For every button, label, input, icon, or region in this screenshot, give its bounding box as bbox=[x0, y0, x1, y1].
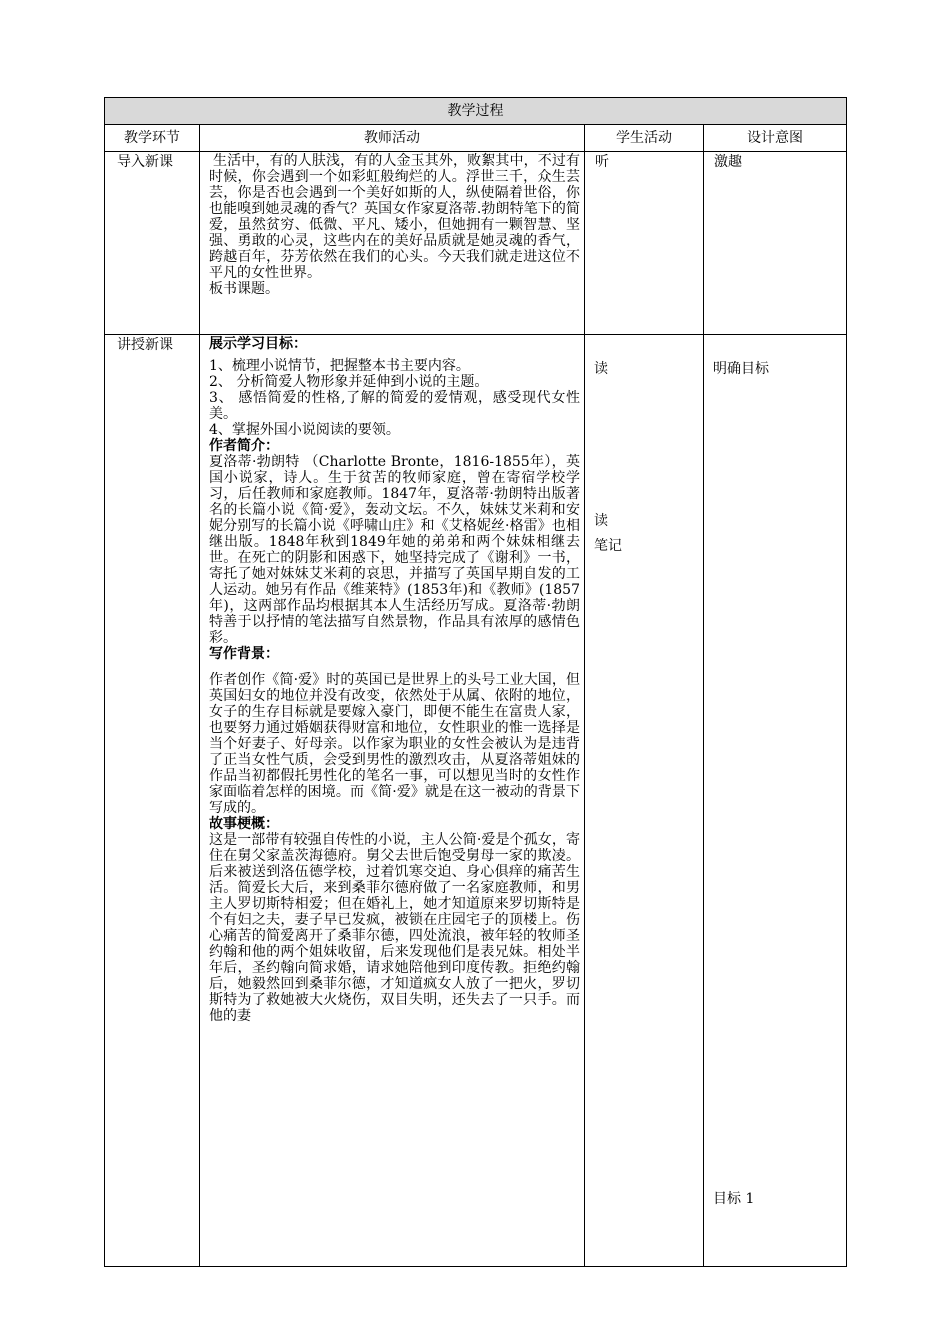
header-student-activity: 学生活动 bbox=[585, 125, 704, 152]
student-intro: 听 bbox=[585, 152, 704, 335]
intent-intro: 激趣 bbox=[704, 152, 847, 335]
table-row-intro bbox=[105, 152, 847, 335]
teacher-lecture bbox=[200, 335, 585, 1267]
goal-item: 4、掌握外国小说阅读的要领。 bbox=[209, 422, 400, 438]
background-text: 作者创作《简·爱》时的英国已是世界上的头号工业大国，但英国妇女的地位并没有改变，依然处于从属、依附的地位，女子的生存目标就是要嫁入豪门，即便不能生在富贵人家，也要努力通过婚姻获得财富和地位，女性职业的惟一选择是当个好妻子、好母亲。以作家为职业的女性会被认为是违背了正当女性气质，会受到男性的激烈攻击，从夏洛蒂姐妹的作品当初都假托男性化的笔名一事，可以想见当时的女性作家面临着怎样的困境。而《简·爱》就是在这一被动的背景下写成的。 bbox=[209, 672, 580, 816]
goals-heading: 展示学习目标： bbox=[209, 336, 307, 352]
header-teacher-activity: 教师活动 bbox=[200, 125, 585, 152]
student-lecture bbox=[585, 335, 704, 1267]
header-stage: 教学环节 bbox=[105, 125, 200, 152]
author-heading: 作者简介： bbox=[209, 438, 279, 454]
intent-lecture bbox=[704, 335, 847, 1267]
table-title: 教学过程 bbox=[105, 98, 847, 125]
story-text: 这是一部带有较强自传性的小说，主人公简·爱是个孤女，寄住在舅父家盖茨海德府。舅父去世后饱受舅母一家的欺凌。后来被送到洛伍德学校，过着饥寒交迫、身心俱痒的痛苦生活。简爱长大后，来到桑菲尔德府做了一名家庭教师，和男主人罗切斯特相爱；但在婚礼上，她才知道原来罗切斯特是个有妇之夫，妻子早已发疯，被锁在庄园宅子的顶楼上。伤心痛苦的简爱离开了桑菲尔德，四处流浪，被年轻的牧师圣约翰和他的两个姐妹收留，后来发现他们是表兄妹。相处半年后，圣约翰向简求婚，请求她陪他到印度传教。拒绝约翰后，她毅然回到桑菲尔德，才知道疯女人放了一把火，罗切斯特为了救她被大火烧伤，双目失明，还失去了一只手。而他的妻 bbox=[209, 832, 580, 1024]
intro-paragraph: 生活中，有的人肤浅，有的人金玉其外，败絮其中，不过有时候，你会遇到一个如彩虹般绚烂的人。浮世三千，众生芸芸，你是否也会遇到一个美好如斯的人，纵使隔着世俗，你也能嗅到她灵魂的香气？英国女作家夏洛蒂.勃朗特笔下的简爱，虽然贫穷、低微、平凡、矮小，但她拥有一颗智慧、坚强、勇敢的心灵，这些内在的美好品质就是她灵魂的香气，跨越百年，芬芳依然在我们的心头。今天我们就走进这位不平凡的女性世界。 bbox=[209, 153, 580, 281]
goal-item: 2、 分析简爱人物形象并延伸到小说的主题。 bbox=[209, 374, 489, 390]
table-row-lecture bbox=[105, 335, 847, 1267]
goal-item: 3、 感悟简爱的性格,了解的简爱的爱情观，感受现代女性美。 bbox=[209, 390, 580, 422]
student-notes-label: 笔记 bbox=[594, 538, 622, 554]
goal-item: 1、梳理小说情节，把握整本书主要内容。 bbox=[209, 358, 470, 374]
header-design-intent: 设计意图 bbox=[704, 125, 847, 152]
student-read-label: 读 bbox=[594, 513, 608, 529]
intent-goal-label: 明确目标 bbox=[713, 361, 769, 377]
teacher-intro bbox=[200, 152, 585, 335]
author-text: 夏洛蒂·勃朗特 （Charlotte Bronte，1816-1855年），英国小说家，诗人。生于贫苦的牧师家庭，曾在寄宿学校学习，后任教师和家庭教师。1847年，夏洛蒂·勃朗特出版著名的长篇小说《简·爱》，轰动文坛。不久，妹妹艾米莉和安妮分别写的长篇小说《呼啸山庄》和《艾格妮丝·格雷》也相继出版。1848年秋到1849年她的弟弟和两个妹妹相继去世。在死亡的阴影和困惑下，她坚持完成了《谢利》一书，寄托了她对妹妹艾米莉的哀思，并描写了英国早期自发的工人运动。她另有作品《维莱特》(1853年)和《教师》(1857年)，这两部作品均根据其本人生活经历写成。夏洛蒂·勃朗特善于以抒情的笔法描写自然景物，作品具有浓厚的感情色彩。 bbox=[209, 454, 580, 646]
teaching-process-table bbox=[104, 97, 847, 1267]
intro-board-title: 板书课题。 bbox=[209, 281, 279, 297]
story-heading: 故事梗概： bbox=[209, 816, 279, 832]
student-read-label: 读 bbox=[594, 361, 608, 377]
stage-intro: 导入新课 bbox=[105, 152, 200, 335]
background-heading: 写作背景： bbox=[209, 646, 279, 662]
stage-lecture: 讲授新课 bbox=[105, 335, 200, 1267]
intent-target-label: 目标 1 bbox=[713, 1191, 755, 1207]
